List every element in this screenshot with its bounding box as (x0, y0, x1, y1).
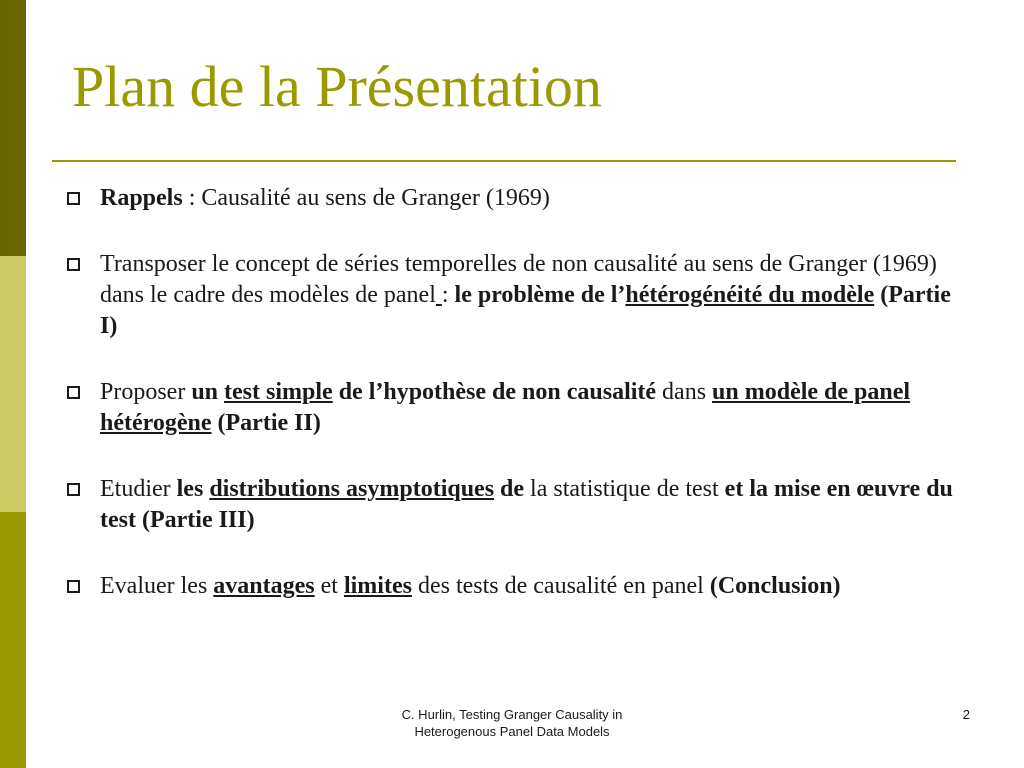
footer-note (372, 706, 652, 740)
bullet-text-part: Evaluer les (100, 573, 214, 599)
bullet-text-part: : (441, 282, 455, 308)
title-divider (52, 160, 956, 162)
bullet-item (60, 249, 965, 342)
footer-line-2: Heterogenous Panel Data Models (414, 724, 610, 739)
square-bullet-icon (67, 483, 80, 496)
bullet-text (100, 379, 910, 436)
bullet-text-part: : Causalité au sens de Granger (1969) (182, 185, 550, 211)
square-bullet-icon (67, 386, 80, 399)
footer-line-1: C. Hurlin, Testing Granger Causality in (401, 707, 623, 722)
side-bar-middle (0, 256, 26, 512)
bullet-text-part: Proposer (100, 379, 192, 405)
bullet-text-part: limites (343, 573, 412, 599)
side-bar-bottom (0, 512, 26, 768)
bullet-text-part: (Partie I) (100, 282, 951, 339)
bullet-text-part: dans (656, 379, 713, 405)
bullet-list (60, 183, 965, 637)
bullet-text-part: un (191, 379, 225, 405)
bullet-text-part: Transposer le concept de séries temporelles de non causalité au sens de Granger (1969) dans le cadre des modèles de panel (100, 251, 937, 308)
bullet-text-part: les (176, 476, 210, 502)
side-bar-top (0, 0, 26, 256)
bullet-text-part: un modèle de panel hétérogène (100, 379, 911, 436)
bullet-item (60, 183, 965, 214)
square-bullet-icon (67, 580, 80, 593)
slide-title: Plan de la Présentation (72, 54, 602, 119)
bullet-text-part: de (494, 476, 525, 502)
bullet-text-part: (Conclusion) (709, 573, 841, 599)
bullet-text-part: le problème de l’ (454, 282, 626, 308)
bullet-text (100, 251, 951, 339)
bullet-text-part: test simple (224, 379, 333, 405)
square-bullet-icon (67, 258, 80, 271)
bullet-text-part: de l’hypothèse de non causalité (332, 379, 657, 405)
bullet-text (100, 185, 550, 211)
bullet-item (60, 474, 965, 536)
bullet-text-part: des tests de causalité en panel (411, 573, 710, 599)
bullet-text-part: distributions asymptotiques (209, 476, 495, 502)
bullet-text (100, 476, 953, 533)
page-number: 2 (962, 707, 970, 722)
bullet-text-part: et la mise en œuvre du test (Partie III) (100, 476, 953, 533)
square-bullet-icon (67, 192, 80, 205)
bullet-text-part: et (314, 573, 344, 599)
bullet-text-part: (Partie II) (211, 410, 321, 436)
bullet-item (60, 571, 965, 602)
bullet-text-part: hétérogénéité du modèle (625, 282, 875, 308)
bullet-text-part: avantages (213, 573, 315, 599)
bullet-text-part: Etudier (100, 476, 177, 502)
bullet-text (100, 573, 841, 599)
bullet-text-part: Rappels (100, 185, 183, 211)
bullet-text-part: la statistique de test (524, 476, 725, 502)
bullet-item (60, 377, 965, 439)
